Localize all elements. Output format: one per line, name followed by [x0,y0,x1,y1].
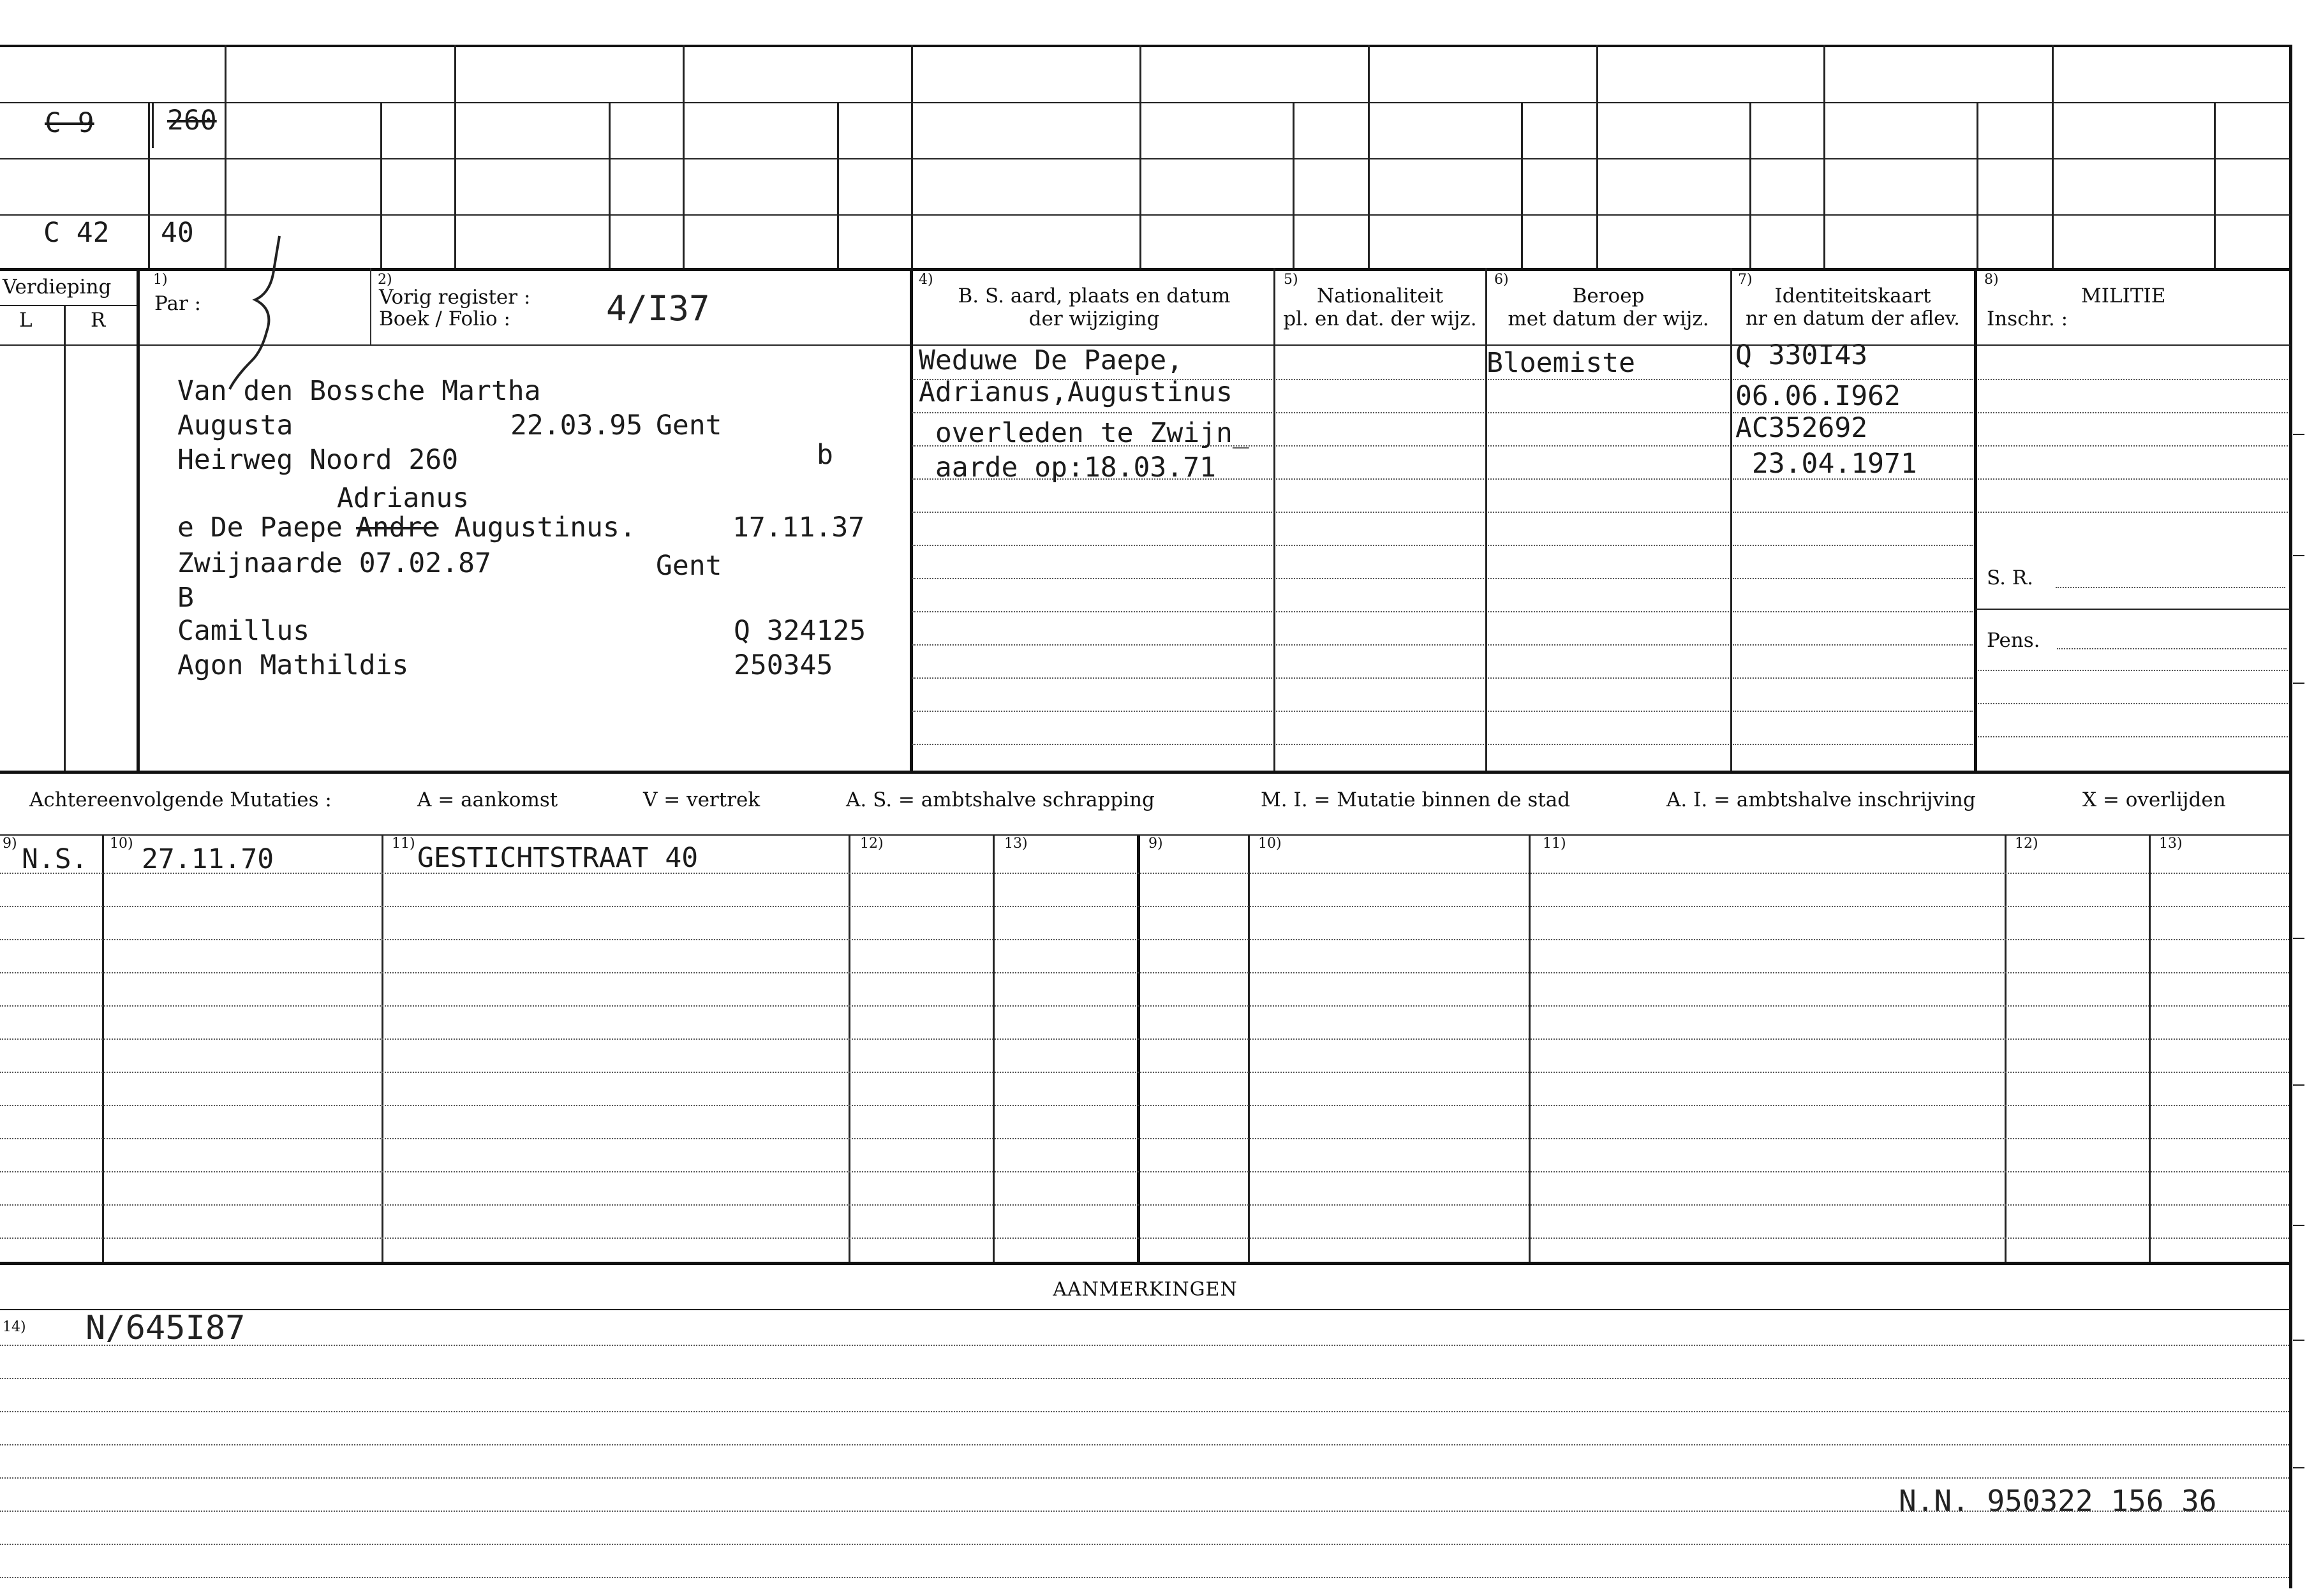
person-line7: B [177,582,194,614]
nat-ruled-line [1276,677,1484,679]
person-line2-place: Gent [656,410,722,441]
bs-ruled-line [912,677,1272,679]
mut-num-13: 13) [1004,836,1028,852]
inschr-label: Inschr. : [1987,307,2068,330]
grid-row-line [0,102,2290,103]
num-4: 4) [919,272,933,288]
legend-overlijden: X = overlijden [2082,788,2226,811]
beroep-ruled-line [1488,512,1729,513]
grid-col-line [148,102,150,268]
row1-number: 260 [167,105,217,137]
bs-ruled-line [912,578,1272,579]
grid-col-line [1977,102,1978,268]
verdieping-subline [0,305,137,306]
margin-tick [2293,555,2304,556]
mut-num-9: 9) [3,836,17,852]
aanmerking-ruled-line [0,1477,2289,1479]
legend-ambtshalve-schrapping: A. S. = ambtshalve schrapping [846,788,1155,811]
bs-ruled-line [912,644,1272,646]
grid-col-line [1293,102,1294,268]
beroep-ruled-line [1488,644,1729,646]
militie-ruled-line [1978,512,2288,513]
block-bottom-line [0,771,2290,774]
grid-col-line [380,102,382,268]
bs-entry-2: Adrianus,Augustinus [919,376,1233,408]
margin-tick [2293,1340,2304,1341]
margin-tick [2293,1467,2304,1468]
id-entry-3: AC352692 [1735,412,1868,444]
num-6: 6) [1494,272,1509,288]
national-number: N.N. 950322 156 36 [1899,1484,2217,1518]
sr-divider [1975,609,2290,610]
bs-ruled-line [912,744,1272,745]
right-border [2289,45,2292,1588]
col-beroep-end [1730,268,1732,772]
id-header-line2: nr en datum der aflev. [1746,307,1960,330]
mut-num-10b: 10) [1258,836,1282,852]
mutatie-ruled-line [0,1072,2289,1073]
nat-ruled-line [1276,478,1484,480]
legend-mutatie-binnen: M. I. = Mutatie binnen de stad [1261,788,1571,811]
id-ruled-line [1733,677,1973,679]
mutatie-ruled-line [0,1138,2289,1139]
r-label: R [91,309,106,332]
sr-line [2056,587,2285,588]
aanmerking-ruled-line [0,1378,2289,1379]
row1-code: C 9 [45,107,94,139]
legend-ambtshalve-inschrijving: A. I. = ambtshalve inschrijving [1666,788,1976,811]
aanmerkingen-title-line [0,1309,2290,1310]
person-line9-code: 250345 [734,649,833,681]
id-ruled-line [1733,611,1973,612]
bs-ruled-line [912,711,1272,712]
num-7: 7) [1738,272,1753,288]
grid-col-line [1749,102,1751,268]
beroep-value: Bloemiste [1487,347,1635,379]
mutaties-top-line [0,834,2290,836]
beroep-ruled-line [1488,711,1729,712]
militie-ruled-line [1978,703,2288,704]
num-2: 2) [378,272,392,288]
bs-entry-1: Weduwe De Paepe, [919,344,1183,376]
person-line8-name: Camillus [177,615,310,647]
bs-ruled-line [912,412,1272,413]
mut-col-line [2149,836,2151,1263]
person-line3: Heirweg Noord 260 [177,444,459,476]
mutatie-date: 27.11.70 [142,843,274,875]
nat-ruled-line [1276,445,1484,447]
num-8: 8) [1984,272,1999,288]
bs-header-line2: der wijziging [1028,307,1160,330]
militie-ruled-line [1978,670,2288,671]
person-line6-place: Zwijnaarde 07.02.87 [177,547,491,579]
grid-col-line [683,45,685,268]
col-nat-end [1485,268,1487,772]
person-line8-code: Q 324125 [734,615,866,647]
person-line6-city: Gent [656,550,722,582]
par-label: Par : [154,292,202,315]
col-verdieping-end [137,268,140,772]
mutatie-ruled-line [0,1005,2289,1007]
margin-tick [2293,1225,2304,1226]
row2-code: C 42 [43,217,110,249]
l-label: L [19,309,33,332]
row1-divider [152,103,154,148]
militie-ruled-line [1978,478,2288,480]
bs-entry-4: aarde op:18.03.71 [919,452,1216,484]
beroep-ruled-line [1488,744,1729,745]
legend-aankomst: A = aankomst [417,788,558,811]
margin-tick [2293,683,2304,684]
nat-header-line1: Nationaliteit [1316,284,1444,307]
mutatie-ruled-line [0,1105,2289,1106]
col-par-end [370,268,371,344]
mut-num-12b: 12) [2015,836,2038,852]
nat-ruled-line [1276,545,1484,546]
num-1: 1) [153,272,168,288]
col-l-r-divider [64,305,66,771]
aanmerkingen-title: AANMERKINGEN [1053,1278,1238,1301]
grid-col-line [1521,102,1523,268]
bs-entry-3: overleden te Zwijn_ [919,417,1249,449]
id-ruled-line [1733,744,1973,745]
mutatie-ruled-line [0,1238,2289,1239]
nat-ruled-line [1276,412,1484,413]
num-5: 5) [1284,272,1298,288]
beroep-ruled-line [1488,478,1729,480]
person-line5-date: 17.11.37 [732,512,865,543]
id-entry-2: 06.06.I962 [1735,380,1901,412]
grid-col-line [2214,102,2216,268]
grid-col-line [1596,45,1598,268]
militie-label: MILITIE [2081,284,2166,307]
top-border [0,45,2290,47]
nat-ruled-line [1276,644,1484,646]
beroep-ruled-line [1488,677,1729,679]
id-header-line1: Identiteitskaart [1774,284,1931,307]
id-ruled-line [1733,711,1973,712]
mut-num-9b: 9) [1148,836,1163,852]
aanmerking-ruled-line [0,1511,2289,1512]
mutatie-ruled-line [0,972,2289,973]
col-id-end [1974,268,1977,772]
id-entry-4: 23.04.1971 [1735,448,1917,480]
person-line3-mark: b [817,439,833,471]
person-line4: Adrianus [337,482,470,514]
vorig-register-label: Vorig register : [379,286,531,309]
aanmerking-ruled-line [0,1411,2289,1412]
boek-folio-label: Boek / Folio : [379,307,510,330]
beroep-ruled-line [1488,578,1729,579]
mutaties-title: Achtereenvolgende Mutaties : [29,788,332,811]
boek-folio-value: 4/I37 [606,288,710,329]
mutatie-ruled-line [0,1171,2289,1172]
mutatie-ruled-line [0,906,2289,907]
row2-number: 40 [161,217,194,249]
mut-col-line [1137,836,1140,1263]
grid-col-line [2052,45,2054,268]
mut-num-12: 12) [860,836,884,852]
nat-ruled-line [1276,711,1484,712]
bs-ruled-line [912,512,1272,513]
beroep-header-line2: met datum der wijz. [1508,307,1709,330]
mutatie-ruled-line [0,1038,2289,1040]
aanmerking-ruled-line [0,1345,2289,1346]
aanmerking-ruled-line [0,1544,2289,1545]
mut-col-line [1248,836,1250,1263]
mut-num-13b: 13) [2159,836,2183,852]
bs-ruled-line [912,545,1272,546]
beroep-ruled-line [1488,379,1729,380]
grid-row-line [0,158,2290,159]
nat-ruled-line [1276,744,1484,745]
grid-col-line [837,102,839,268]
beroep-ruled-line [1488,445,1729,447]
id-ruled-line [1733,644,1973,646]
mut-col-line [2005,836,2007,1263]
verdieping-label: Verdieping [3,276,112,299]
mutatie-type: N.S. [22,843,88,875]
grid-col-line [454,45,456,268]
margin-tick [2293,938,2304,939]
id-ruled-line [1733,578,1973,579]
pens-line [2057,648,2287,649]
mutatie-ruled-line [0,1204,2289,1206]
id-ruled-line [1733,512,1973,513]
mutatie-address: GESTICHTSTRAAT 40 [417,842,699,874]
mut-num-10: 10) [110,836,133,852]
mut-num-11: 11) [392,836,415,852]
aanmerkingen-top-line [0,1262,2290,1265]
mut-col-line [1529,836,1531,1263]
id-ruled-line [1733,545,1973,546]
person-line5-name: Augustinus. [454,512,636,543]
mut-col-line [382,836,383,1263]
col-person-end [910,268,913,772]
militie-ruled-line [1978,736,2288,737]
nat-ruled-line [1276,512,1484,513]
id-ruled-line [1733,445,1973,447]
col-bs-end [1273,268,1275,772]
bs-ruled-line [912,611,1272,612]
militie-ruled-line [1978,412,2288,413]
person-line5-prefix: e De Paepe [177,512,343,543]
beroep-ruled-line [1488,412,1729,413]
person-line2-name: Augusta [177,410,293,441]
grid-row-line [0,268,2290,271]
handwritten-bracket [217,230,293,395]
person-line9-name: Agon Mathildis [177,649,409,681]
nat-ruled-line [1276,611,1484,612]
militie-ruled-line [1978,445,2288,447]
person-line2-date: 22.03.95 [510,410,643,441]
bs-header-line1: B. S. aard, plaats en datum [958,284,1231,307]
mut-num-11b: 11) [1543,836,1566,852]
mut-col-line [993,836,995,1263]
aanmerkingen-value: N/645I87 [85,1309,246,1347]
person-line5-struck: Andre [356,512,439,543]
grid-col-line [1139,45,1141,268]
mut-col-line [102,836,104,1263]
aanmerking-ruled-line [0,1577,2289,1578]
beroep-ruled-line [1488,545,1729,546]
nat-ruled-line [1276,379,1484,380]
id-entry-1: Q 330I43 [1735,339,1868,371]
aanmerking-ruled-line [0,1444,2289,1445]
grid-col-line [609,102,611,268]
margin-tick [2293,1084,2304,1086]
militie-ruled-line [1978,379,2288,380]
mutatie-ruled-line [0,873,2289,874]
mutatie-ruled-line [0,939,2289,940]
margin-tick [2293,434,2304,435]
beroep-ruled-line [1488,611,1729,612]
mut-col-line [849,836,850,1263]
num-14: 14) [3,1319,26,1335]
nat-ruled-line [1276,578,1484,579]
grid-col-line [911,45,913,268]
beroep-header-line1: Beroep [1572,284,1645,307]
grid-col-line [1823,45,1825,268]
pens-label: Pens. [1987,629,2040,652]
grid-row-line [0,214,2290,216]
sr-label: S. R. [1987,566,2034,589]
grid-col-line [1368,45,1370,268]
legend-vertrek: V = vertrek [643,788,760,811]
nat-header-line2: pl. en dat. der wijz. [1283,307,1477,330]
person-line1: Van den Bossche Martha [177,375,541,407]
